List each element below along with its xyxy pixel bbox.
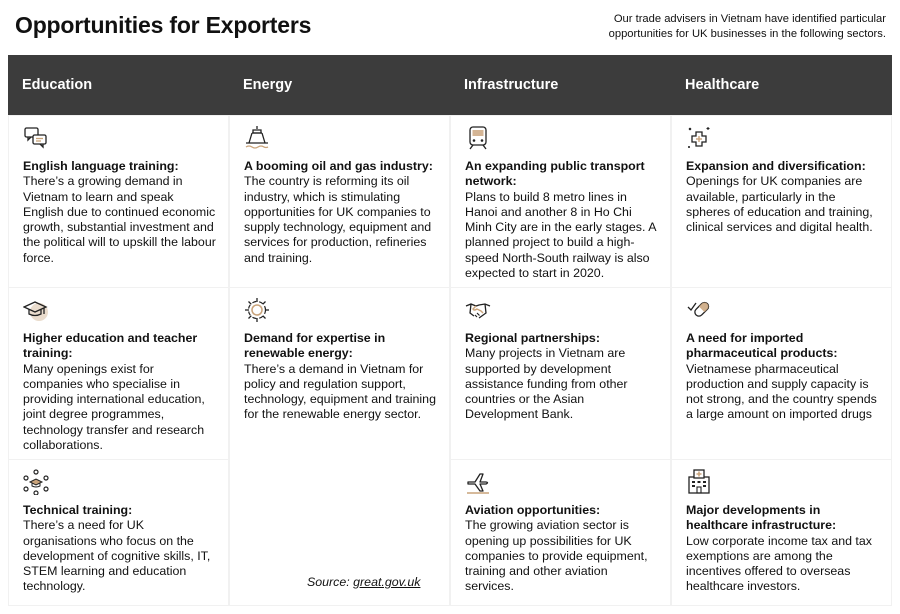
- cell-body: Openings for UK companies are available, particularly in the spheres of education and training, clinical services and digital health.: [686, 174, 873, 235]
- medical-cross-icon: [686, 125, 712, 151]
- cell-heading: Demand for expertise in renewable energy:: [244, 331, 386, 361]
- cell-heading: English language training:: [23, 159, 179, 173]
- intro-text: Our trade advisers in Vietnam have identified particular opportunities for UK businesses in the following sectors.: [608, 13, 886, 40]
- column-header-bar: [8, 55, 892, 115]
- handshake-icon: [465, 297, 491, 323]
- cell-body: Vietnamese pharmaceutical production and supply capacity is not strong, and the country spends a large amount on imported drugs: [686, 361, 877, 422]
- sector-grid: [8, 115, 892, 606]
- graduation-cap-icon: [23, 297, 49, 323]
- cell-heading: Technical training:: [23, 503, 133, 517]
- cell-imported-pharmaceuticals: [672, 288, 891, 459]
- cell-heading: Higher education and teacher training:: [23, 331, 198, 361]
- cell-higher-education: [9, 288, 228, 459]
- cell-english-language-training: [9, 116, 228, 287]
- cell-body: Many projects in Vietnam are supported by development assistance funding from other countries or the Asian Development Bank.: [465, 346, 628, 422]
- source-link[interactable]: great.gov.uk: [353, 575, 421, 589]
- airplane-icon: [465, 469, 491, 495]
- page-title: Opportunities for Exporters: [15, 12, 312, 38]
- cell-body: There’s a demand in Vietnam for policy and regulation support, technology, equipment and training for the renewable energy sector.: [244, 361, 436, 422]
- cell-body: There’s a need for UK organisations who focus on the development of cognitive skills, IT, STEM learning and education technology.: [23, 518, 211, 594]
- cell-heading: Aviation opportunities:: [465, 503, 601, 517]
- cell-body: Low corporate income tax and tax exemptions are among the incentives offered to overseas healthcare investors.: [686, 533, 872, 594]
- speech-bubbles-icon: [23, 125, 49, 151]
- network-cap-icon: [23, 469, 49, 495]
- cell-body: Plans to build 8 metro lines in Hanoi and another 8 in Ho Chi Minh City are in the early stages. A planned project to build a high-speed North-South railway is also expected to start in 2020.: [465, 189, 656, 281]
- cell-body: There’s a growing demand in Vietnam to learn and speak English due to continued economic growth, substantial investment and the political will to upskill the labour force.: [23, 174, 216, 265]
- cell-aviation: [451, 460, 670, 605]
- hospital-building-icon: [686, 469, 712, 495]
- oil-rig-icon: [244, 125, 270, 151]
- column-header-energy: Energy: [243, 77, 293, 93]
- cell-oil-gas: [230, 116, 449, 287]
- metro-train-icon: [465, 125, 491, 151]
- cell-public-transport: [451, 116, 670, 287]
- cell-technical-training: [9, 460, 228, 605]
- column-header-infrastructure: Infrastructure: [464, 77, 559, 93]
- cell-body: The growing aviation sector is opening up possibilities for UK companies to provide equipment, training and other aviation services.: [465, 518, 648, 594]
- cell-regional-partnerships: [451, 288, 670, 459]
- cell-healthcare-infrastructure: [672, 460, 891, 605]
- pill-capsule-icon: [686, 297, 712, 323]
- column-header-education: Education: [22, 77, 93, 93]
- source-credit: [307, 575, 420, 589]
- cell-heading: Regional partnerships:: [465, 331, 600, 345]
- renewable-sun-icon: [244, 297, 270, 323]
- cell-expansion-diversification: [672, 116, 891, 287]
- cell-heading: Major developments in healthcare infrastructure:: [686, 503, 837, 533]
- cell-renewable-energy: [230, 288, 449, 605]
- cell-body: The country is reforming its oil industry, which is stimulating opportunities for UK companies to supply technology, equipment and services for production, refineries and training.: [244, 174, 432, 265]
- cell-body: Many openings exist for companies who specialise in providing international education, joint degree programmes, technology transfer and research collaborations.: [23, 361, 205, 453]
- cell-heading: A need for imported pharmaceutical products:: [686, 331, 838, 361]
- cell-heading: A booming oil and gas industry:: [244, 159, 433, 173]
- cell-heading: An expanding public transport network:: [465, 159, 645, 189]
- cell-heading: Expansion and diversification:: [686, 159, 866, 173]
- column-header-healthcare: Healthcare: [685, 77, 760, 93]
- source-label: Source:: [307, 575, 350, 589]
